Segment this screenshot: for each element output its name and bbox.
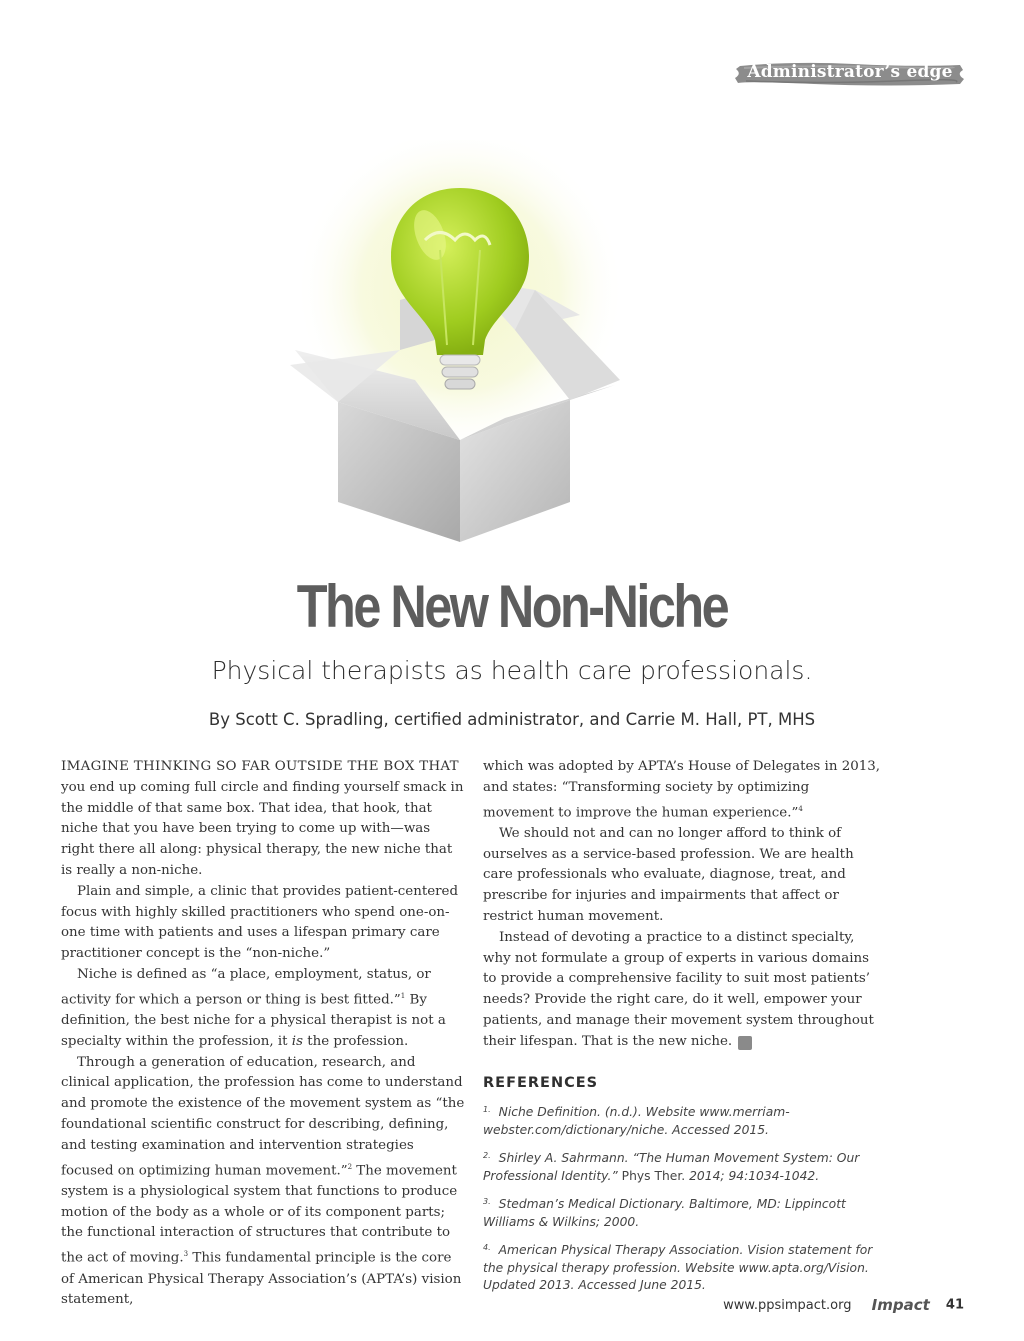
article-byline: By Scott C. Spradling, certified administrator, and Carrie M. Hall, PT, MHS bbox=[208, 710, 816, 729]
reference-item bbox=[483, 1239, 881, 1295]
paragraph-7-text: Instead of devoting a practice to a distinct specialty, why not formulate a group of experts in various domains to provide a comprehensive facility to suit most patients’ needs? Provide the right care, do it well, empower your patients, and manage their movement system throughout their lifespan. That is the new niche. bbox=[483, 929, 874, 1049]
emphasis-is: is bbox=[291, 1033, 303, 1049]
paragraph-6: We should not and can no longer afford to think of ourselves as a service-based profession. We are health care professionals who evaluate, diagnose, treat, and prescribe for injuries and impairments that affect or restrict human movement. bbox=[483, 825, 854, 925]
references-heading: REFERENCES bbox=[483, 1074, 599, 1091]
section-tag bbox=[734, 60, 966, 88]
citation-4: 4 bbox=[798, 804, 803, 813]
paragraph-4-text-c: This fundamental principle is the core of American Physical Therapy Association’s (APTA’s) vision statement, bbox=[61, 1250, 462, 1308]
magazine-logo: Impact bbox=[871, 1296, 930, 1314]
bulb-base-ring-2 bbox=[442, 367, 478, 377]
article-title: The New Non-Niche bbox=[296, 573, 728, 640]
reference-journal: Phys Ther. bbox=[621, 1168, 686, 1183]
article-subtitle: Physical therapists as health care professionals. bbox=[211, 656, 813, 685]
page-footer bbox=[723, 1296, 964, 1314]
paragraph-4-text-a: Through a generation of education, research, and clinical application, the profession has come to understand and promote the existence of the movement system as “the foundational scientific construct for describing, defining, and testing examination and intervention strategies focused on optimizing human movement.” bbox=[61, 1054, 465, 1179]
lightbulb-box-illustration bbox=[250, 140, 670, 560]
reference-text: Shirley A. Sahrmann. “The Human Movement System: Our Professional Identity.” bbox=[483, 1151, 860, 1183]
bulb-base-ring-3 bbox=[445, 379, 475, 389]
reference-number: 1. bbox=[483, 1105, 491, 1115]
paragraph-5-text: which was adopted by APTA’s House of Delegates in 2013, and states: “Transforming society by optimizing movement to improve the human experience.” bbox=[483, 759, 881, 821]
paragraph-1 bbox=[61, 757, 465, 882]
left-column bbox=[61, 757, 465, 1311]
citation-2: 2 bbox=[347, 1162, 353, 1171]
reference-text-tail: 2014; 94:1034-1042. bbox=[685, 1168, 820, 1183]
hero-illustration bbox=[250, 140, 670, 560]
paragraph-2: Plain and simple, a clinic that provides patient-centered focus with highly skilled practitioners who spend one-on-one time with patients and uses a lifespan primary care practitioner concept is the “non-niche.” bbox=[61, 883, 459, 962]
reference-item bbox=[483, 1147, 881, 1185]
reference-text: American Physical Therapy Association. Vision statement for the physical therapy profession. Website www.apta.org/Vision. Updated 2013. Accessed June 2015. bbox=[483, 1243, 873, 1293]
paragraph-3 bbox=[61, 965, 465, 1053]
reference-number: 3. bbox=[483, 1197, 491, 1207]
paragraph-3-text-b: By definition, the best niche for a physical therapist is not a specialty within the profession, it bbox=[61, 992, 446, 1049]
reference-item bbox=[483, 1101, 881, 1139]
citation-3: 3 bbox=[183, 1250, 189, 1259]
reference-text: Niche Definition. (n.d.). Website www.merriam-webster.com/dictionary/niche. Accessed 2015. bbox=[483, 1105, 790, 1137]
paragraph-4-text-b: The movement system is a physiological system that functions to produce motion of the body as a whole or of its component parts; the functional interaction of structures that contribute to the act of moving. bbox=[61, 1163, 458, 1266]
end-of-article-icon: I bbox=[738, 1036, 752, 1050]
page-number: 41 bbox=[945, 1297, 964, 1313]
section-tag-label: Administrator’s edge bbox=[747, 62, 953, 82]
paragraph-3-text-a: Niche is defined as “a place, employment, status, or activity for which a person or thing is best fitted.” bbox=[61, 966, 431, 1008]
footer-website-link[interactable]: www.ppsimpact.org bbox=[723, 1297, 852, 1313]
reference-text: Stedman’s Medical Dictionary. Baltimore, MD: Lippincott Williams & Wilkins; 2000. bbox=[483, 1197, 846, 1229]
bulb-base-ring-1 bbox=[440, 355, 480, 365]
right-column bbox=[483, 757, 881, 1303]
reference-number: 4. bbox=[483, 1243, 491, 1253]
paragraph-4 bbox=[61, 1053, 465, 1312]
paragraph-5 bbox=[483, 757, 881, 824]
citation-1: 1 bbox=[400, 991, 406, 1000]
reference-number: 2. bbox=[483, 1151, 491, 1161]
paragraph-7 bbox=[483, 928, 881, 1053]
reference-item bbox=[483, 1193, 881, 1231]
paragraph-1-text: you end up coming full circle and finding yourself smack in the middle of that same box. That idea, that hook, that niche that you have been trying to come up with—was right there all along: physical therapy, the new niche that is really a non-niche. bbox=[61, 779, 464, 878]
paragraph-3-text-c: the profession. bbox=[302, 1033, 409, 1049]
lead-in: IMAGINE THINKING SO FAR OUTSIDE THE BOX THAT bbox=[61, 759, 459, 774]
